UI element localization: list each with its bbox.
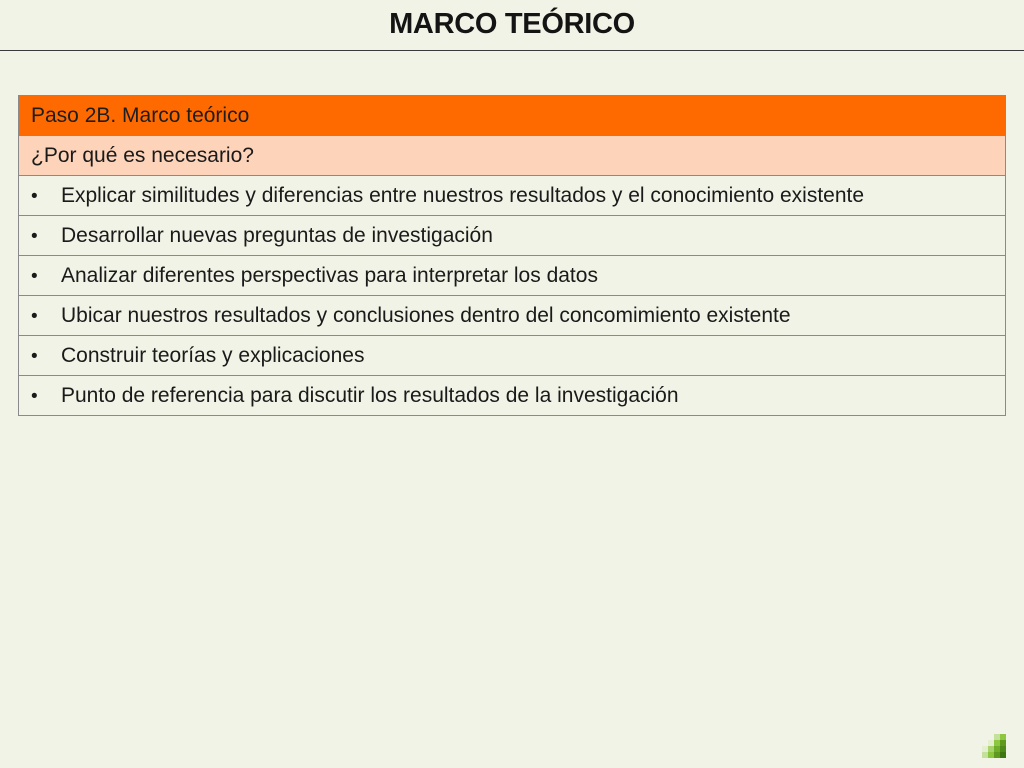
table-cell [19, 176, 1006, 216]
table-cell [19, 256, 1006, 296]
table-cell [19, 296, 1006, 336]
bullet-icon: • [31, 385, 38, 407]
table-row [19, 296, 1006, 336]
list-item-text: Ubicar nuestros resultados y conclusiones dentro del concomimiento existente [61, 303, 791, 327]
list-item-text: Construir teorías y explicaciones [61, 343, 365, 367]
list-item-text: Analizar diferentes perspectivas para interpretar los datos [61, 263, 598, 287]
bullet-icon: • [31, 185, 38, 207]
bullet-icon: • [31, 345, 38, 367]
bullet-icon: • [31, 265, 38, 287]
table-row [19, 256, 1006, 296]
table-row [19, 376, 1006, 416]
slide-title: MARCO TEÓRICO [389, 8, 635, 40]
table-cell [19, 216, 1006, 256]
table-header-row [19, 96, 1006, 136]
green-pixel-squares-icon [982, 734, 1006, 758]
table-row [19, 336, 1006, 376]
list-item-text: Explicar similitudes y diferencias entre nuestros resultados y el conocimiento existente [61, 183, 865, 207]
title-divider [0, 50, 1024, 51]
table-row [19, 176, 1006, 216]
table-header-cell: Paso 2B. Marco teórico [19, 96, 1006, 136]
list-item-text: Desarrollar nuevas preguntas de investigación [61, 223, 493, 247]
table-cell [19, 336, 1006, 376]
list-item-text: Punto de referencia para discutir los resultados de la investigación [61, 383, 679, 407]
table-row [19, 216, 1006, 256]
table-subheader-row [19, 136, 1006, 176]
bullet-icon: • [31, 225, 38, 247]
table-subheader-cell: ¿Por qué es necesario? [19, 136, 1006, 176]
framework-table [18, 95, 1006, 416]
bullet-icon: • [31, 305, 38, 327]
table-cell [19, 376, 1006, 416]
